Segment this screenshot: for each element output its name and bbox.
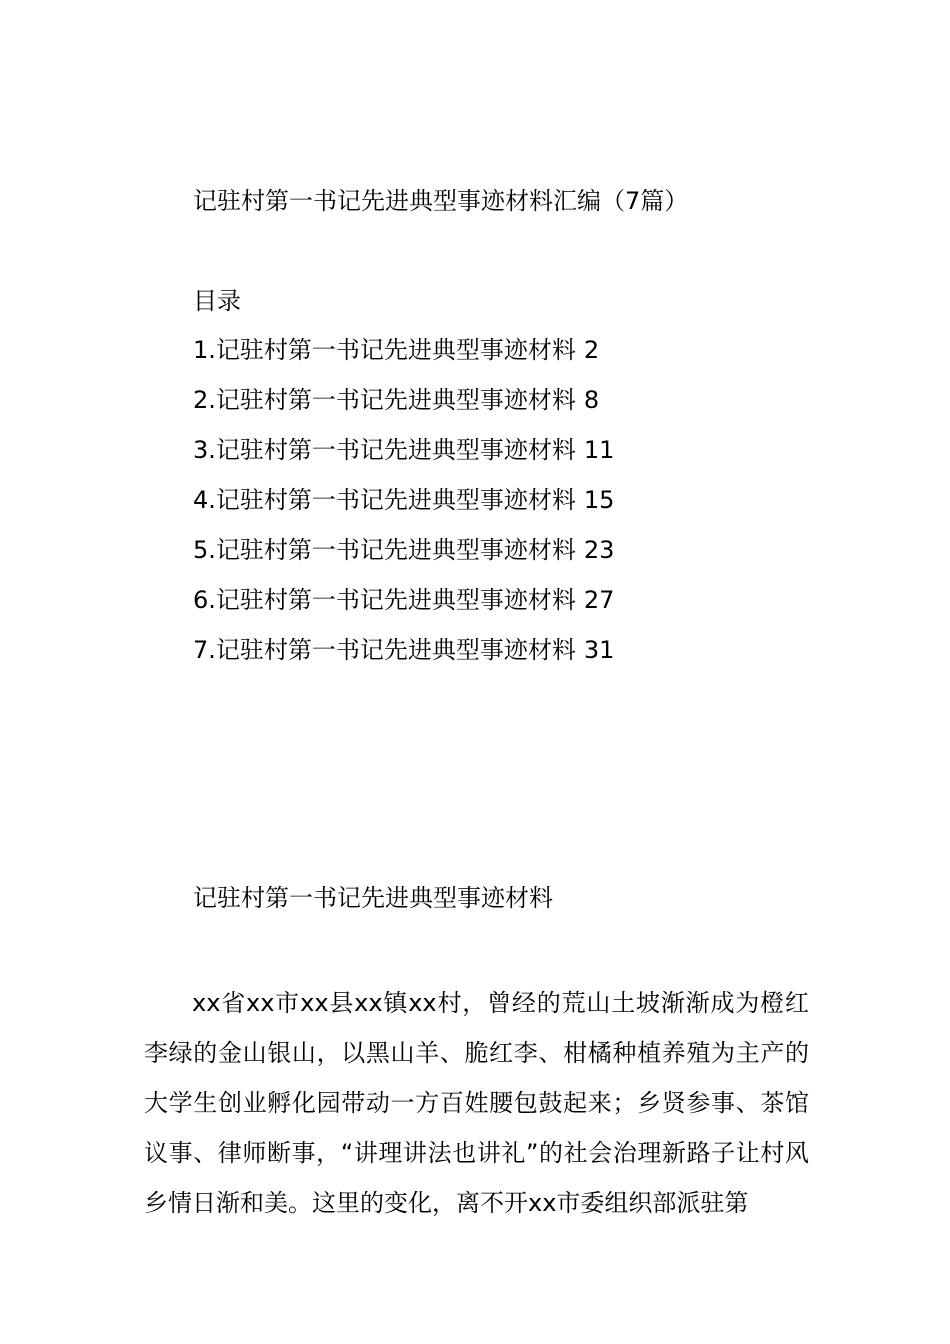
toc-entry-4[interactable]	[193, 482, 614, 532]
table-of-contents	[193, 332, 614, 682]
article-paragraph: xx省xx市xx县xx镇xx村，曾经的荒山土坡渐渐成为橙红李绿的金山银山，以黑山羊、脆红李、柑橘种植养殖为主产的大学生创业孵化园带动一方百姓腰包鼓起来；乡贤参事、茶馆议事、律师断事，“讲理讲法也讲礼”的社会治理新路子让村风乡情日渐和美。这里的变化，离不开xx市委组织部派驻第	[144, 989, 809, 1217]
toc-entry-7[interactable]	[193, 632, 614, 682]
toc-entry-number: 3.	[193, 436, 216, 464]
toc-entry-label: 记驻村第一书记先进典型事迹材料	[215, 386, 576, 414]
toc-entry-number: 2.	[193, 386, 216, 414]
toc-entry-number: 6.	[193, 586, 216, 614]
toc-entry-page: 23	[583, 536, 615, 564]
toc-entry-number: 5.	[193, 536, 216, 564]
toc-entry-page: 15	[583, 486, 615, 514]
toc-entry-label: 记驻村第一书记先进典型事迹材料	[215, 586, 576, 614]
article-title: 记驻村第一书记先进典型事迹材料	[193, 884, 553, 912]
toc-entry-page: 11	[583, 436, 615, 464]
toc-entry-number: 7.	[193, 636, 216, 664]
toc-entry-label: 记驻村第一书记先进典型事迹材料	[215, 536, 576, 564]
toc-entry-number: 4.	[193, 486, 216, 514]
toc-heading: 目录	[193, 287, 241, 315]
toc-entry-2[interactable]	[193, 382, 614, 432]
toc-entry-page: 8	[583, 386, 600, 414]
toc-entry-page: 27	[583, 586, 615, 614]
toc-entry-number: 1.	[193, 336, 216, 364]
document-title: 记驻村第一书记先进典型事迹材料汇编（7篇）	[193, 187, 689, 215]
toc-entry-page: 2	[583, 336, 600, 364]
toc-entry-label: 记驻村第一书记先进典型事迹材料	[215, 336, 576, 364]
toc-entry-1[interactable]	[193, 332, 614, 382]
toc-entry-label: 记驻村第一书记先进典型事迹材料	[215, 486, 576, 514]
toc-entry-label: 记驻村第一书记先进典型事迹材料	[215, 436, 576, 464]
toc-entry-3[interactable]	[193, 432, 614, 482]
toc-entry-5[interactable]	[193, 532, 614, 582]
toc-entry-page: 31	[583, 636, 615, 664]
toc-entry-6[interactable]	[193, 582, 614, 632]
toc-entry-label: 记驻村第一书记先进典型事迹材料	[215, 636, 576, 664]
